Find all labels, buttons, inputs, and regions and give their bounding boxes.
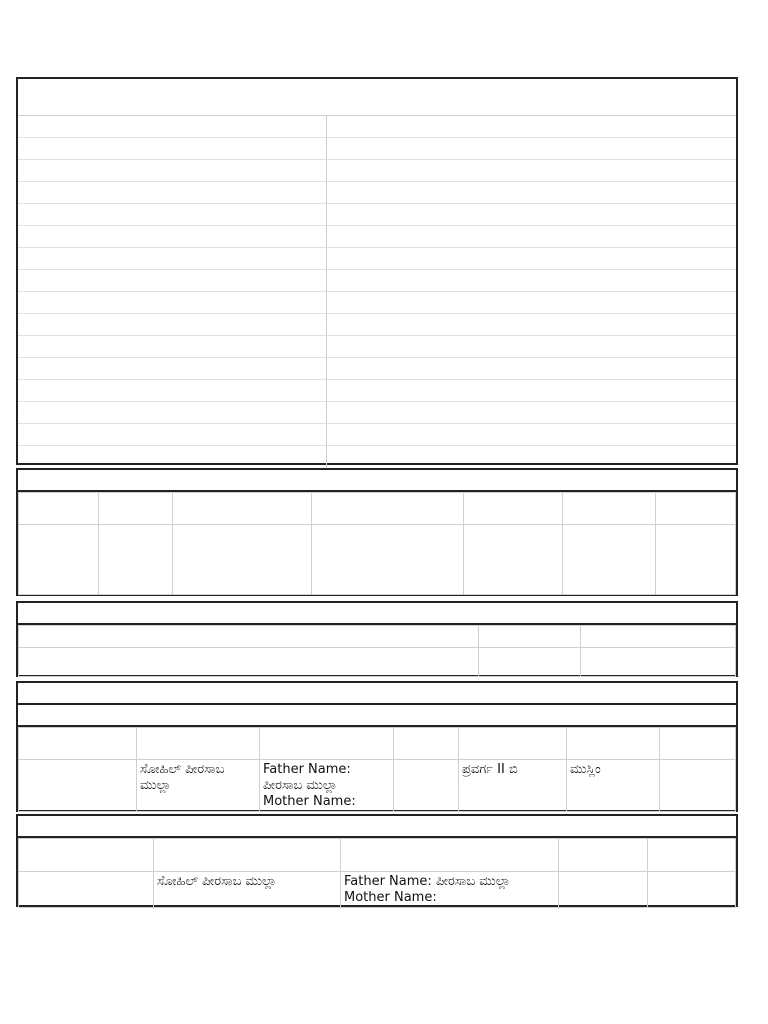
mother-name-label: Mother Name:: [263, 794, 356, 809]
table-cell: [464, 525, 563, 595]
header-cell: [137, 728, 260, 760]
header-cell: [660, 728, 736, 760]
header-cell: [154, 839, 341, 872]
grid-label-cell: [18, 248, 327, 269]
grid-label-cell: [18, 446, 327, 467]
grid-row: [18, 380, 736, 402]
header-cell: [581, 626, 736, 648]
grid-label-cell: [18, 270, 327, 291]
table-cell: [19, 872, 154, 908]
applicant-name: ಸೋಹಿಲ್ ಪೀರಸಾಬ ಮುಲ್ಲಾ: [140, 762, 225, 793]
grid-value-cell: [327, 380, 736, 401]
table-cell: [19, 760, 137, 812]
table-cell: [312, 525, 464, 595]
header-cell: [563, 493, 656, 525]
table-cell: [173, 525, 312, 595]
grid-row: [18, 138, 736, 160]
grid-label-cell: [18, 336, 327, 357]
three-column-table-section: [16, 601, 738, 677]
table-row: [19, 872, 736, 908]
header-cell: [567, 728, 660, 760]
grid-label-cell: [18, 380, 327, 401]
grid-row: [18, 336, 736, 358]
father-name-value: ಪೀರಸಾಬ ಮುಲ್ಲಾ: [263, 778, 338, 793]
table-header-row: [19, 626, 736, 648]
grid-value-cell: [327, 116, 736, 137]
religion-value: ಮುಸ್ಲಿಂ: [570, 762, 601, 777]
grid-value-cell: [327, 292, 736, 313]
header-cell: [559, 839, 648, 872]
header-cell: [341, 839, 559, 872]
grid-row: [18, 292, 736, 314]
table-cell: [19, 648, 479, 677]
table-row: [19, 525, 736, 595]
grid-value-cell: [327, 182, 736, 203]
parents-cell: [260, 760, 394, 812]
table-row: [19, 648, 736, 677]
header-cell: [459, 728, 567, 760]
table-cell: [479, 648, 581, 677]
header-cell: [173, 493, 312, 525]
table-cell: [656, 525, 736, 595]
grid-label-cell: [18, 292, 327, 313]
section-header-bar: [18, 683, 736, 705]
table-cell: [581, 648, 736, 677]
grid-row: [18, 248, 736, 270]
grid-row: [18, 182, 736, 204]
section-header-bar: [18, 603, 736, 625]
parents-cell: [341, 872, 559, 908]
grid-value-cell: [327, 226, 736, 247]
table-cell: [394, 760, 459, 812]
grid-value-cell: [327, 314, 736, 335]
applicant-name-cell: [137, 760, 260, 812]
grid-row: [18, 358, 736, 380]
header-cell: [260, 728, 394, 760]
table-cell: [563, 525, 656, 595]
grid-row: [18, 314, 736, 336]
grid-row: [18, 160, 736, 182]
father-name-label: Father Name:: [263, 762, 351, 777]
religion-cell: [567, 760, 660, 812]
applicant-details-section: [16, 681, 738, 812]
section-subheader-bar: [18, 705, 736, 727]
table-header-row: [19, 839, 736, 872]
table-row: [19, 760, 736, 812]
grid-label-cell: [18, 204, 327, 225]
grid-row: [18, 116, 736, 138]
grid-value-cell: [327, 138, 736, 159]
table-cell: [660, 760, 736, 812]
header-cell: [19, 839, 154, 872]
header-cell: [479, 626, 581, 648]
category-cell: [459, 760, 567, 812]
grid-value-cell: [327, 270, 736, 291]
applicant-summary-section: [16, 814, 738, 907]
grid-row: [18, 270, 736, 292]
seven-column-table: [18, 492, 736, 595]
grid-label-cell: [18, 226, 327, 247]
grid-value-cell: [327, 424, 736, 445]
grid-label-cell: [18, 314, 327, 335]
grid-value-cell: [327, 402, 736, 423]
header-cell: [19, 493, 99, 525]
table-cell: [99, 525, 173, 595]
header-cell: [19, 728, 137, 760]
table-cell: [648, 872, 736, 908]
grid-label-cell: [18, 160, 327, 181]
table-cell: [19, 525, 99, 595]
grid-label-cell: [18, 358, 327, 379]
header-cell: [99, 493, 173, 525]
header-cell: [648, 839, 736, 872]
grid-value-cell: [327, 336, 736, 357]
seven-column-table-section: [16, 468, 738, 596]
grid-value-cell: [327, 160, 736, 181]
grid-row: [18, 204, 736, 226]
grid-value-cell: [327, 358, 736, 379]
mother-name-label: Mother Name:: [344, 890, 437, 905]
section-header-bar: [18, 470, 736, 492]
header-cell: [394, 728, 459, 760]
grid-row: [18, 226, 736, 248]
section-header-bar: [18, 816, 736, 838]
grid-label-cell: [18, 138, 327, 159]
grid-value-cell: [327, 248, 736, 269]
table-cell: [559, 872, 648, 908]
grid-value-cell: [327, 446, 736, 467]
grid-label-cell: [18, 116, 327, 137]
category-value: ಪ್ರವರ್ಗ II ಬಿ: [462, 762, 518, 777]
grid-label-cell: [18, 402, 327, 423]
three-column-table: [18, 625, 736, 677]
header-cell: [19, 626, 479, 648]
grid-row: [18, 402, 736, 424]
applicant-name: ಸೋಹಿಲ್ ಪೀರಸಾಬ ಮುಲ್ಲಾ: [157, 874, 277, 889]
details-grid-section: [16, 77, 738, 465]
table-header-row: [19, 493, 736, 525]
father-name-line: Father Name: ಪೀರಸಾಬ ಮುಲ್ಲಾ: [344, 874, 511, 889]
applicant-table: [18, 727, 736, 812]
header-cell: [464, 493, 563, 525]
applicant-name-cell: [154, 872, 341, 908]
header-cell: [656, 493, 736, 525]
grid-row: [18, 424, 736, 446]
header-cell: [312, 493, 464, 525]
grid-value-cell: [327, 204, 736, 225]
applicant-summary-table: [18, 838, 736, 908]
grid-label-cell: [18, 182, 327, 203]
section-title-area: [18, 79, 736, 116]
grid-label-cell: [18, 424, 327, 445]
table-header-row: [19, 728, 736, 760]
grid-row: [18, 446, 736, 467]
